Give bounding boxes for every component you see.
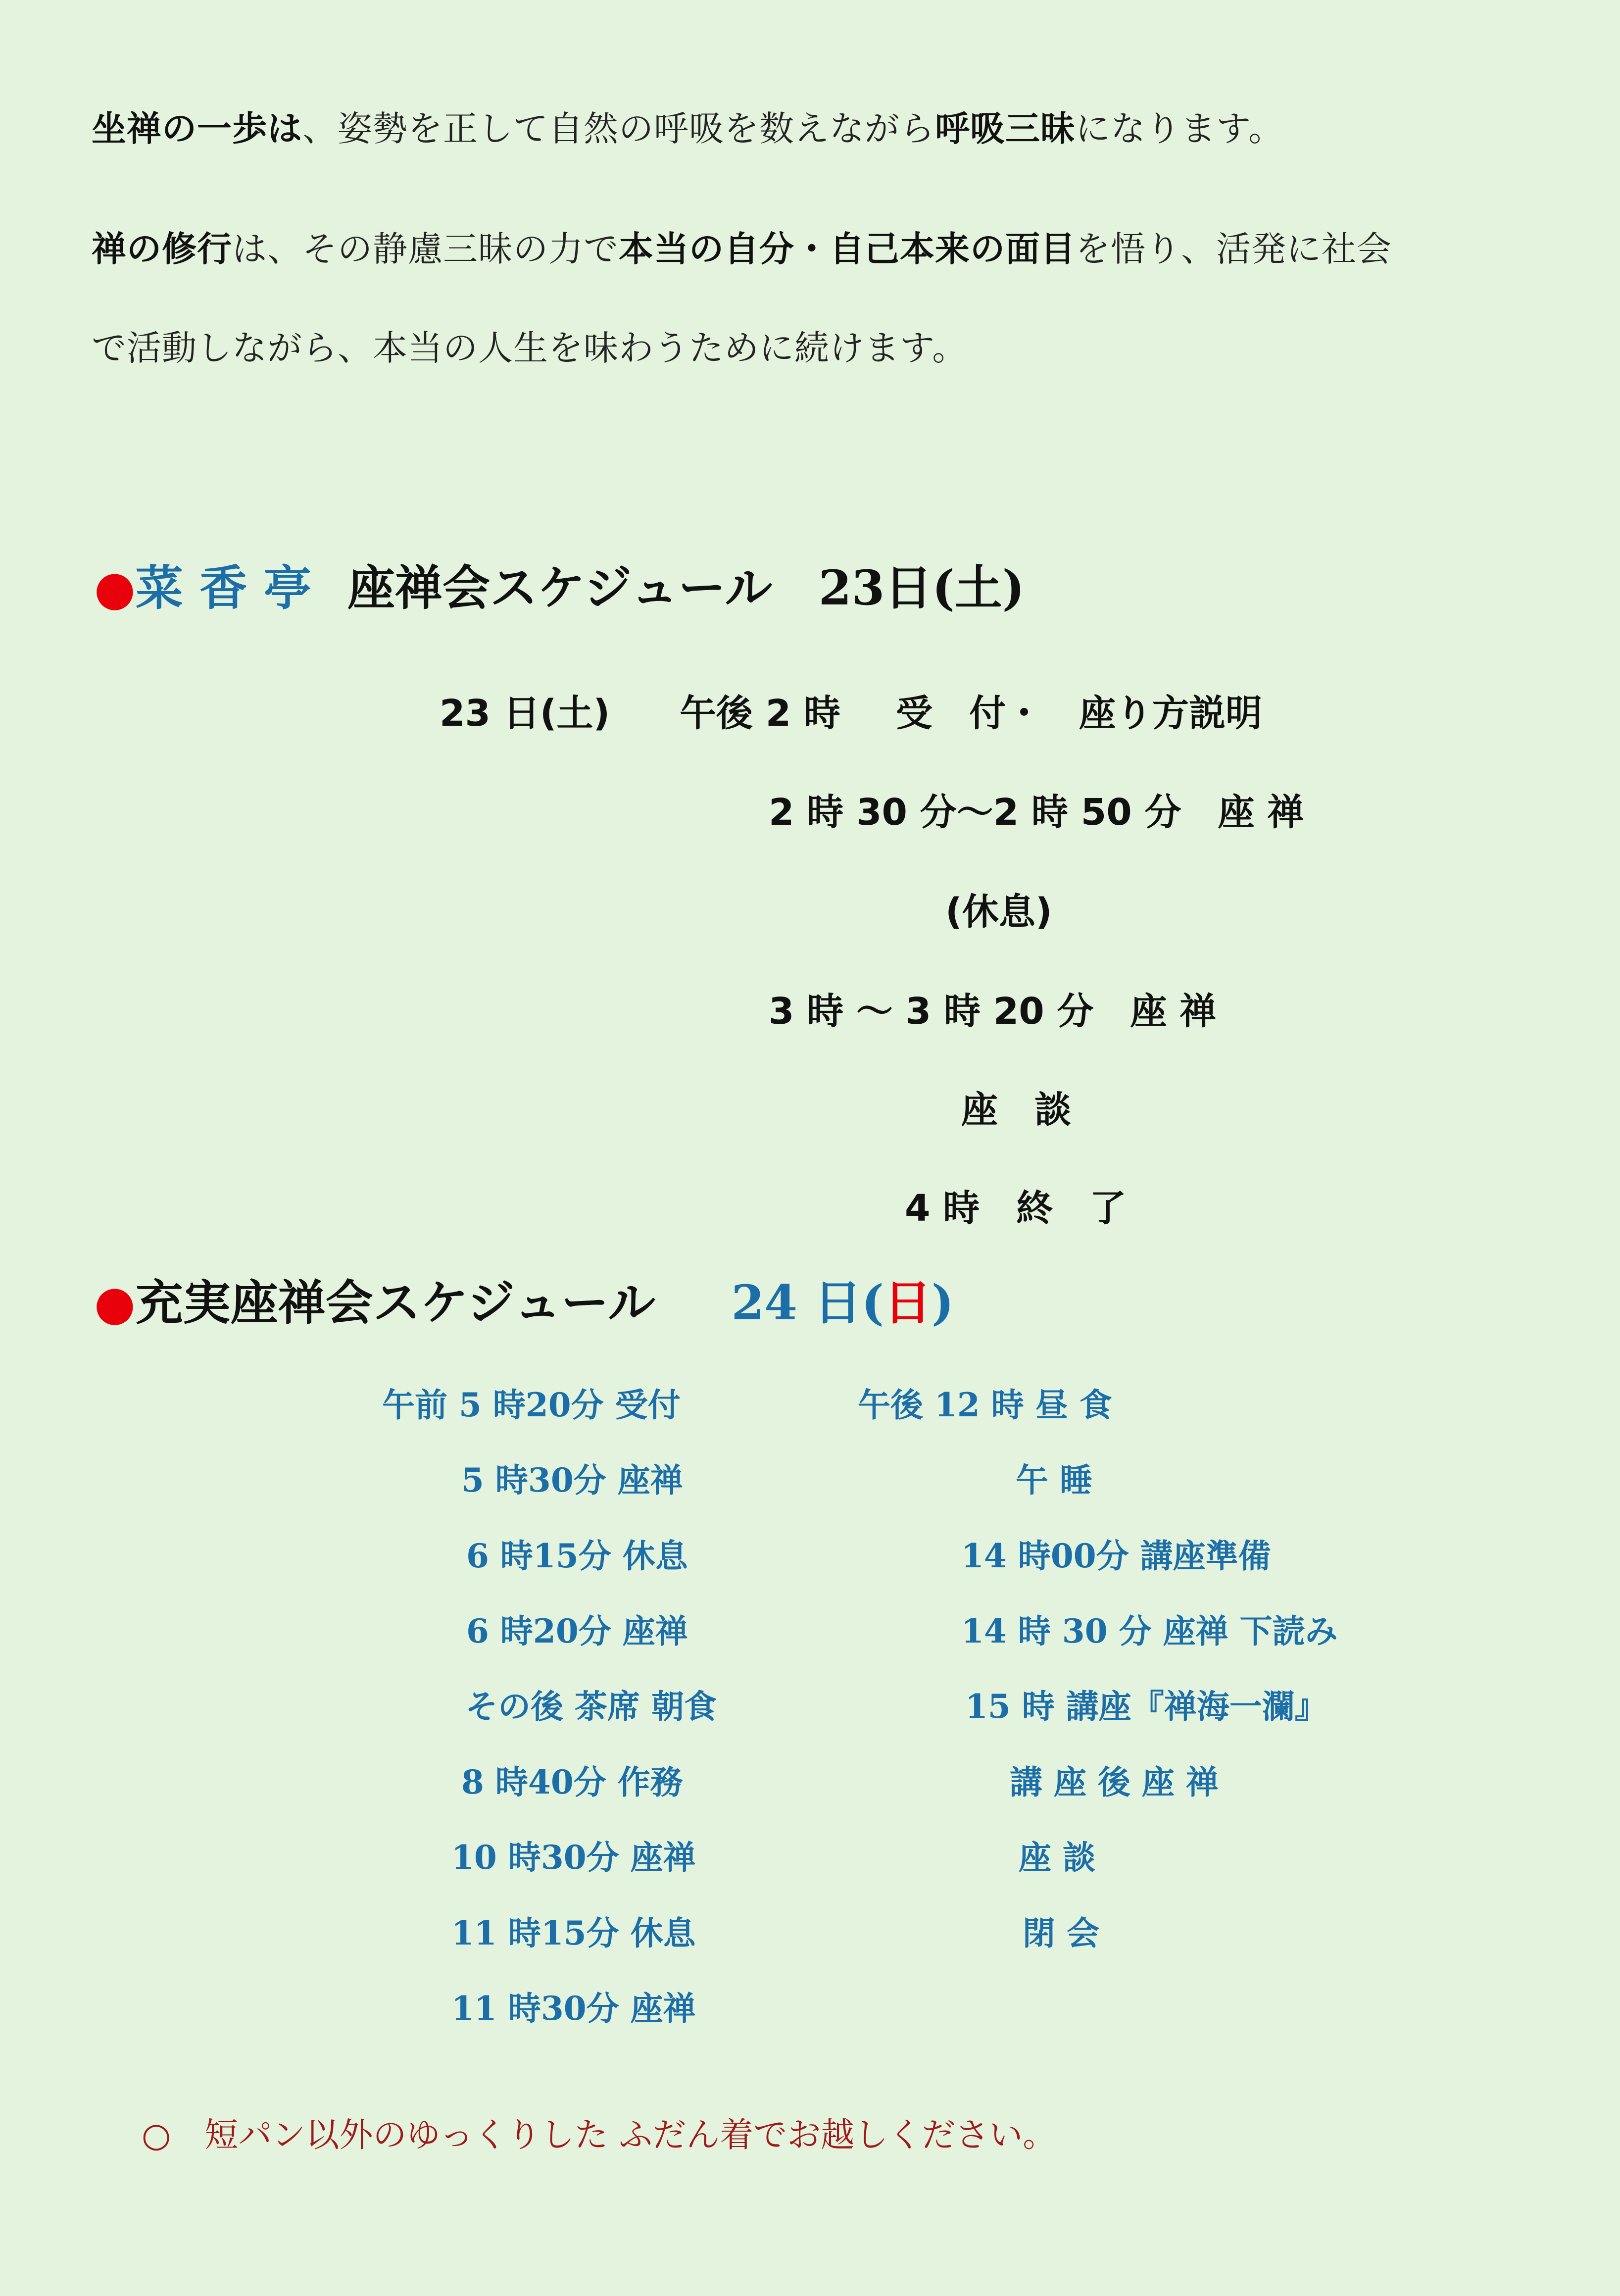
section1-row-5: 座 談	[961, 1089, 1071, 1131]
section2-left-item: 5 時30分 座禅	[461, 1461, 683, 1499]
section2-right-item: 午 睡	[1016, 1461, 1092, 1499]
section1-heading	[94, 560, 1025, 616]
section1-row-4: 3 時 ～ 3 時 20 分 座 禅	[769, 990, 1217, 1033]
section2-right-item: 座 談	[1019, 1838, 1095, 1877]
intro-line-2-seg-2: 本当の自分・自己本来の面目	[619, 228, 1076, 269]
section2-left-item: 10 時30分 座禅	[451, 1838, 696, 1877]
intro-line-2-seg-0: 禅の修行	[92, 228, 232, 269]
section2-right-item: 閉 会	[1023, 1914, 1099, 1952]
intro-line-3: で活動しながら、本当の人生を味わうために続けます。	[92, 328, 968, 368]
intro-line-1	[92, 108, 1284, 149]
section2-right-item: 15 時 講座『禅海一瀾』	[965, 1687, 1327, 1726]
section2-left-item: 6 時15分 休息	[466, 1537, 688, 1575]
intro-line-1-seg-0: 坐禅の一歩は	[92, 108, 302, 149]
section1-row-6: 4 時 終 了	[905, 1187, 1127, 1230]
intro-line-1-seg-2: 呼吸三昧	[935, 108, 1076, 149]
section2-date-suffix: )	[931, 1275, 954, 1331]
intro-line-1-seg-3: になります。	[1076, 108, 1284, 149]
section2-date	[731, 1275, 954, 1331]
section2-right-item: 14 時00分 講座準備	[961, 1537, 1271, 1575]
section1-title: 座禅会スケジュール	[347, 560, 773, 616]
section2-left-item: 6 時20分 座禅	[466, 1612, 688, 1650]
section1-venue: 菜 香 亭	[135, 560, 311, 616]
section1-date: 23日(土)	[818, 560, 1025, 616]
section2-right-item: 午後 12 時 昼 食	[858, 1386, 1112, 1424]
section1-row-2: 2 時 30 分～2 時 50 分 座 禅	[769, 791, 1304, 834]
section1-bullet: ●	[94, 560, 136, 616]
intro-line-2-seg-1: は、その静慮三昧の力で	[232, 229, 619, 269]
section2-heading	[94, 1275, 954, 1331]
section2-left-item: 午前 5 時20分 受付	[382, 1386, 681, 1424]
section2-date-day: 日	[884, 1275, 932, 1331]
section2-left-item: 11 時30分 座禅	[451, 1989, 696, 2028]
section2-left-item: その後 茶席 朝食	[465, 1687, 717, 1726]
section2-left-item: 8 時40分 作務	[461, 1763, 683, 1801]
section1-row-1-date: 23 日(土)	[440, 692, 610, 735]
intro-line-1-seg-1: 、姿勢を正して自然の呼吸を数えながら	[302, 108, 935, 149]
section1-row-1-time: 午後 2 時	[680, 692, 841, 735]
section2-left-item: 11 時15分 休息	[451, 1914, 696, 1952]
section1-row-1-event: 受 付・ 座り方説明	[896, 692, 1262, 735]
section2-bullet: ●	[94, 1275, 136, 1331]
section2-right-item: 14 時 30 分 座禅 下読み	[961, 1612, 1338, 1650]
section2-date-prefix: 24 日(	[731, 1275, 884, 1331]
section2-title: 充実座禅会スケジュール	[135, 1275, 656, 1331]
section1-row-3: (休息)	[945, 891, 1052, 933]
intro-line-2	[92, 228, 1392, 269]
section2-right-item: 講 座 後 座 禅	[1010, 1763, 1219, 1801]
attire-note: ○ 短パン以外のゆっくりした ふだん着でお越しください。	[142, 2116, 1057, 2155]
intro-line-2-seg-3: を悟り、活発に社会	[1076, 229, 1392, 269]
